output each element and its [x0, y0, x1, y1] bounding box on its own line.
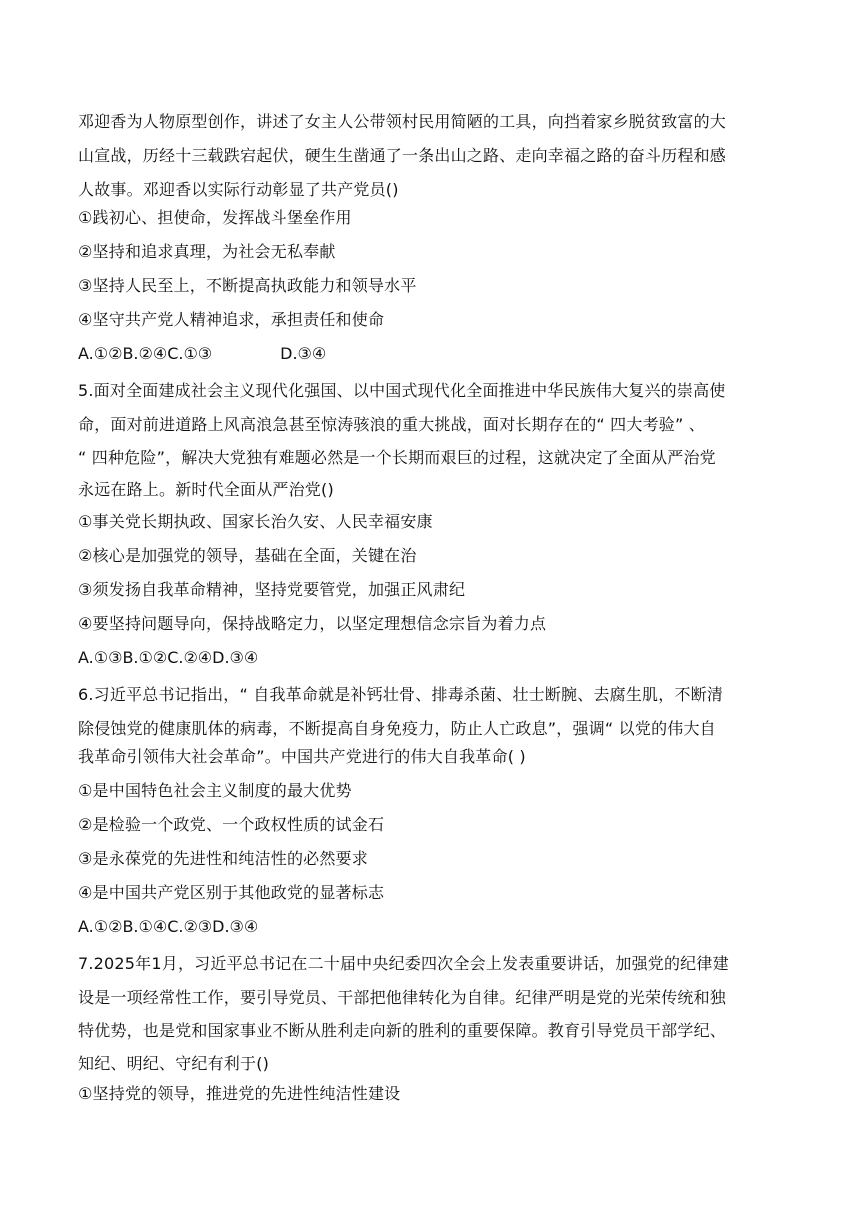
q5-stem-line-4: 永远在路上。新时代全面从严治党() — [78, 480, 334, 499]
q4-option-2: ②坚持和追求真理，为社会无私奉献 — [78, 242, 336, 261]
q7-option-1: ①坚持党的领导，推进党的先进性纯洁性建设 — [78, 1084, 401, 1103]
q4-answer-choices — [78, 343, 326, 365]
q4-option-3: ③坚持人民至上，不断提高执政能力和领导水平 — [78, 276, 417, 295]
q5-option-4: ④要坚持问题导向，保持战略定力，以坚定理想信念宗旨为着力点 — [78, 614, 547, 633]
q7-stem-line-4: 知纪、明纪、守纪有利于() — [78, 1054, 270, 1073]
q7-stem-line-1: 7.2025年1月，习近平总书记在二十届中央纪委四次全会上发表重要讲话，加强党的纪律建 — [78, 954, 729, 973]
q4-answer-d: D.③④ — [280, 344, 327, 363]
q4-answers-abc: A.①②B.②④C.①③ — [78, 344, 213, 363]
q6-stem-line-3: 我革命引领伟大社会革命”。中国共产党进行的伟大自我革命( ) — [78, 747, 526, 766]
q6-option-3: ③是永葆党的先进性和纯洁性的必然要求 — [78, 849, 368, 868]
q5-option-1: ①事关党长期执政、国家长治久安、人民幸福安康 — [78, 512, 433, 531]
q4-option-4: ④坚守共产党人精神追求，承担责任和使命 — [78, 310, 385, 329]
q5-stem-line-2: 命，面对前进道路上风高浪急甚至惊涛骇浪的重大挑战，面对长期存在的“ 四大考验” 、 — [78, 415, 705, 434]
q7-stem-line-3: 特优势，也是党和国家事业不断从胜利走向新的胜利的重要保障。教育引导党员干部学纪、 — [78, 1021, 727, 1040]
q5-option-3: ③须发扬自我革命精神，坚持党要管党，加强正风肃纪 — [78, 580, 466, 599]
q5-stem-line-3: “ 四种危险”，解决大党独有难题必然是一个长期而艰巨的过程，这就决定了全面从严治党 — [78, 448, 716, 467]
q6-option-4: ④是中国共产党区别于其他政党的显著标志 — [78, 883, 385, 902]
q4-option-1: ①践初心、担使命，发挥战斗堡垒作用 — [78, 208, 352, 227]
q7-stem-line-2: 设是一项经常性工作，要引导党员、干部把他律转化为自律。纪律严明是党的光荣传统和独 — [78, 988, 727, 1007]
q4-stem-line-2: 山宣战，历经十三载跌宕起伏，硬生生凿通了一条出山之路、走向幸福之路的奋斗历程和感 — [78, 146, 727, 165]
q5-option-2: ②核心是加强党的领导，基础在全面，关键在治 — [78, 546, 417, 565]
q6-option-2: ②是检验一个政党、一个政权性质的试金石 — [78, 815, 385, 834]
q6-option-1: ①是中国特色社会主义制度的最大优势 — [78, 781, 352, 800]
q4-stem-line-3: 人故事。邓迎香以实际行动彰显了共产党员() — [78, 180, 399, 199]
q6-answer-choices: A.①②B.①④C.②③D.③④ — [78, 917, 259, 936]
q5-answer-choices: A.①③B.①②C.②④D.③④ — [78, 648, 259, 667]
q4-stem-line-1: 邓迎香为人物原型创作，讲述了女主人公带领村民用简陋的工具，向挡着家乡脱贫致富的大 — [78, 112, 727, 131]
q5-stem-line-1: 5.面对全面建成社会主义现代化强国、以中国式现代化全面推进中华民族伟大复兴的崇高使 — [78, 381, 726, 400]
q6-stem-line-1: 6.习近平总书记指出，“ 自我革命就是补钙壮骨、排毒杀菌、壮士断腕、去腐生肌，不断清 — [78, 685, 724, 704]
q6-stem-line-2: 除侵蚀党的健康肌体的病毒，不断提高自身免疫力，防止人亡政息”，强调“ 以党的伟大自 — [78, 719, 716, 738]
